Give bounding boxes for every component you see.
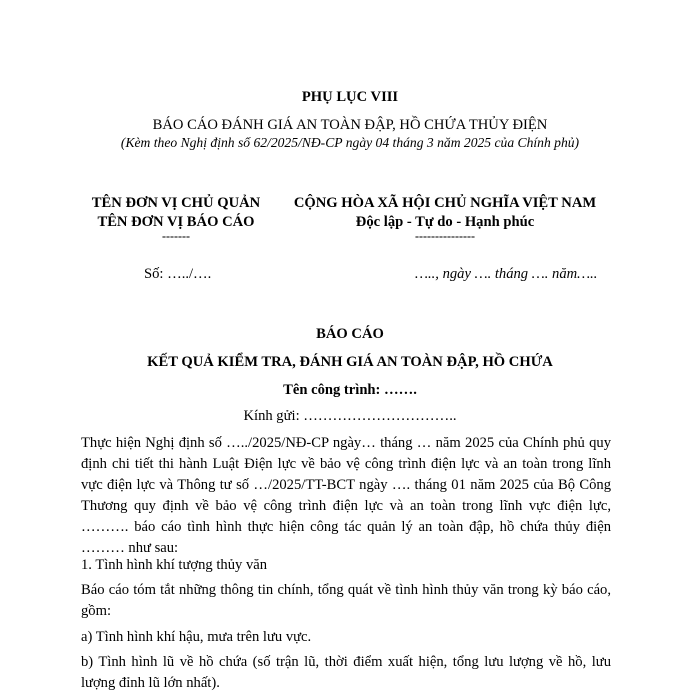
recipient: Kính gửi: ………………………….. (243, 408, 457, 424)
document-number: Số: …../…. (144, 266, 212, 282)
intro-line: ………. báo cáo tình hình thực hiện công tác quản lý an toàn đập, hồ chứa thủy điện (81, 519, 611, 535)
project-name: Tên công trình: ……. (283, 382, 417, 398)
section-1-line: Báo cáo tóm tắt những thông tin chính, tổng quát về tình hình thủy văn trong kỳ báo cáo, (81, 582, 611, 598)
intro-line: ……… như sau: (81, 540, 179, 556)
intro-line: Thương quy định về bảo vệ công trình điện lực và an toàn trong lĩnh vực điện lực, (81, 498, 611, 514)
report-heading: BÁO CÁO (316, 326, 384, 342)
left-divider: ------- (162, 229, 190, 243)
intro-paragraph (81, 433, 611, 559)
reporting-unit-name: TÊN ĐƠN VỊ BÁO CÁO (97, 214, 255, 230)
appendix-title: BÁO CÁO ĐÁNH GIÁ AN TOÀN ĐẬP, HỒ CHỨA THỦY ĐIỆN (152, 117, 548, 133)
right-divider: --------------- (415, 229, 475, 243)
document-date: ….., ngày …. tháng …. năm….. (415, 266, 598, 282)
item-a: a) Tình hình khí hậu, mưa trên lưu vực. (81, 629, 312, 645)
section-1-line: gồm: (81, 603, 111, 619)
section-1-paragraph (81, 580, 611, 622)
report-title: KẾT QUẢ KIỂM TRA, ĐÁNH GIÁ AN TOÀN ĐẬP, HỒ CHỨA (147, 354, 553, 370)
national-motto: Độc lập - Tự do - Hạnh phúc (355, 214, 535, 230)
intro-line: định chi tiết thi hành Luật Điện lực về bảo vệ công trình điện lực và an toàn trong lĩnh (81, 456, 611, 472)
governing-unit-name: TÊN ĐƠN VỊ CHỦ QUẢN (91, 195, 261, 211)
appendix-subtitle: (Kèm theo Nghị định số 62/2025/NĐ-CP ngày 04 tháng 3 năm 2025 của Chính phủ) (120, 135, 580, 150)
intro-line: Thực hiện Nghị định số …../2025/NĐ-CP ngày… tháng … năm 2025 của Chính phủ quy (81, 435, 611, 451)
item-b (81, 652, 611, 694)
national-title: CỘNG HÒA XÃ HỘI CHỦ NGHĨA VIỆT NAM (293, 195, 597, 211)
item-b-line: b) Tình hình lũ về hồ chứa (số trận lũ, thời điểm xuất hiện, tổng lưu lượng về hồ, lưu (81, 654, 611, 670)
section-1-heading: 1. Tình hình khí tượng thủy văn (81, 557, 268, 573)
intro-line: vực điện lực và Thông tư số …/2025/TT-BCT ngày …. tháng 01 năm 2025 của Bộ Công (81, 477, 611, 493)
appendix-label: PHỤ LỤC VIII (301, 89, 399, 105)
item-b-line: lượng đỉnh lũ lớn nhất). (81, 675, 220, 691)
